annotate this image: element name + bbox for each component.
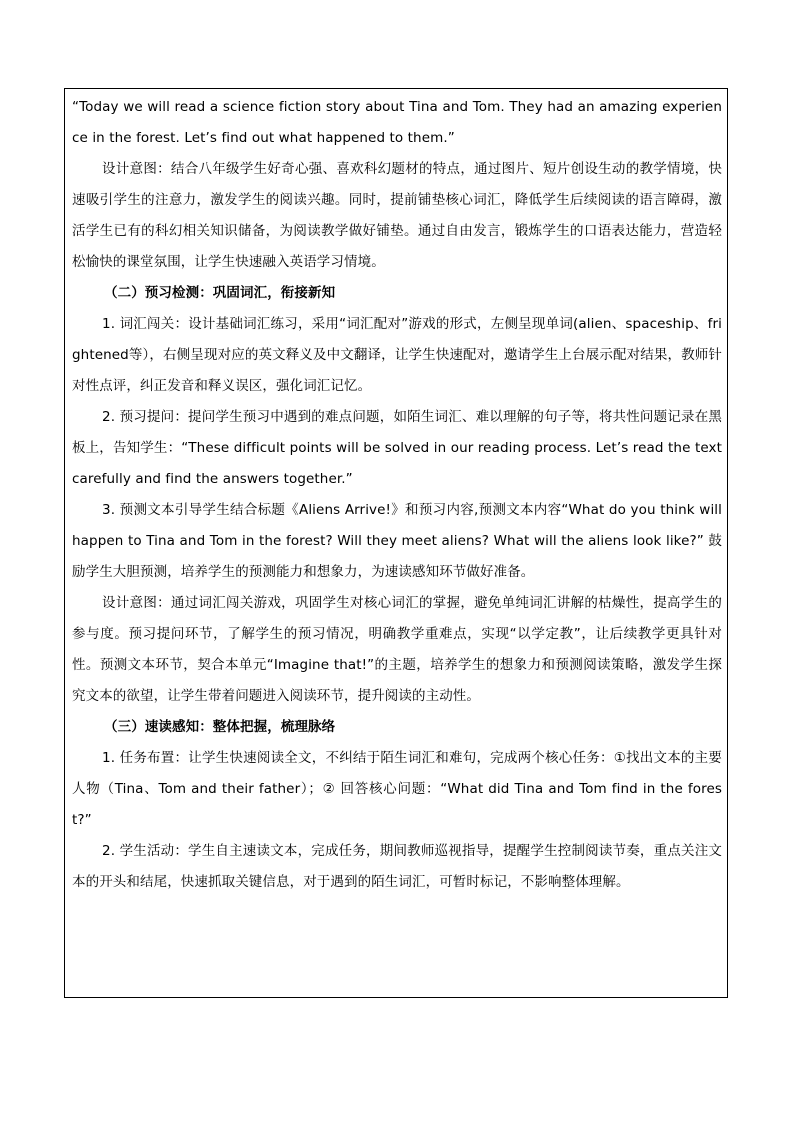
lesson-plan-content bbox=[72, 92, 722, 898]
section-heading-skimming: （三）速读感知：整体把握，梳理脉络 bbox=[104, 719, 336, 735]
vocabulary-challenge-paragraph: 1. 词汇闯关：设计基础词汇练习，采用“词汇配对”游戏的形式，左侧呈现单词(alien、spaceship、frightened等），右侧呈现对应的英文释义及中文翻译，让学生快速配对，邀请学生上台展示配对结果，教师针对性点评，纠正发音和释义误区，强化词汇记忆。 bbox=[72, 316, 722, 394]
task-assignment-paragraph: 1. 任务布置：让学生快速阅读全文，不纠结于陌生词汇和难句，完成两个核心任务：①找出文本的主要人物（Tina、Tom and their father）；② 回答核心问题：“What did Tina and Tom find in the forest?” bbox=[72, 750, 722, 828]
preview-questions-paragraph: 2. 预习提问：提问学生预习中遇到的难点问题，如陌生词汇、难以理解的句子等，将共性问题记录在黑板上，告知学生：“These difficult points will be solved in our reading process. Let’s read the text carefully and find the answers together.” bbox=[72, 409, 722, 487]
design-intent-paragraph: 设计意图：通过词汇闯关游戏，巩固学生对核心词汇的掌握，避免单纯词汇讲解的枯燥性，提高学生的参与度。预习提问环节，了解学生的预习情况，明确教学重难点，实现“以学定教”，让后续教学更具针对性。预测文本环节，契合本单元“Imagine that!”的主题，培养学生的想象力和预测阅读策略，激发学生探究文本的欲望，让学生带着问题进入阅读环节，提升阅读的主动性。 bbox=[72, 595, 722, 704]
student-activity-paragraph: 2. 学生活动：学生自主速读文本，完成任务，期间教师巡视指导，提醒学生控制阅读节奏，重点关注文本的开头和结尾，快速抓取关键信息，对于遇到的陌生词汇，可暂时标记，不影响整体理解。 bbox=[72, 843, 722, 890]
text-prediction-paragraph: 3. 预测文本引导学生结合标题《Aliens Arrive!》和预习内容,预测文本内容“What do you think will happen to Tina and Tom in the forest? Will they meet aliens? What will the aliens look like?” 鼓励学生大胆预测，培养学生的预测能力和想象力，为速读感知环节做好准备。 bbox=[72, 502, 722, 580]
section-heading-preview-check: （二）预习检测：巩固词汇，衔接新知 bbox=[104, 285, 336, 301]
design-intent-paragraph: 设计意图：结合八年级学生好奇心强、喜欢科幻题材的特点，通过图片、短片创设生动的教学情境，快速吸引学生的注意力，激发学生的阅读兴趣。同时，提前铺垫核心词汇，降低学生后续阅读的语言障碍，激活学生已有的科幻相关知识储备，为阅读教学做好铺垫。通过自由发言，锻炼学生的口语表达能力，营造轻松愉快的课堂氛围，让学生快速融入英语学习情境。 bbox=[72, 161, 722, 270]
opening-quote-paragraph: “Today we will read a science fiction story about Tina and Tom. They had an amazing experience in the forest. Let’s find out what happened to them.” bbox=[72, 99, 722, 146]
